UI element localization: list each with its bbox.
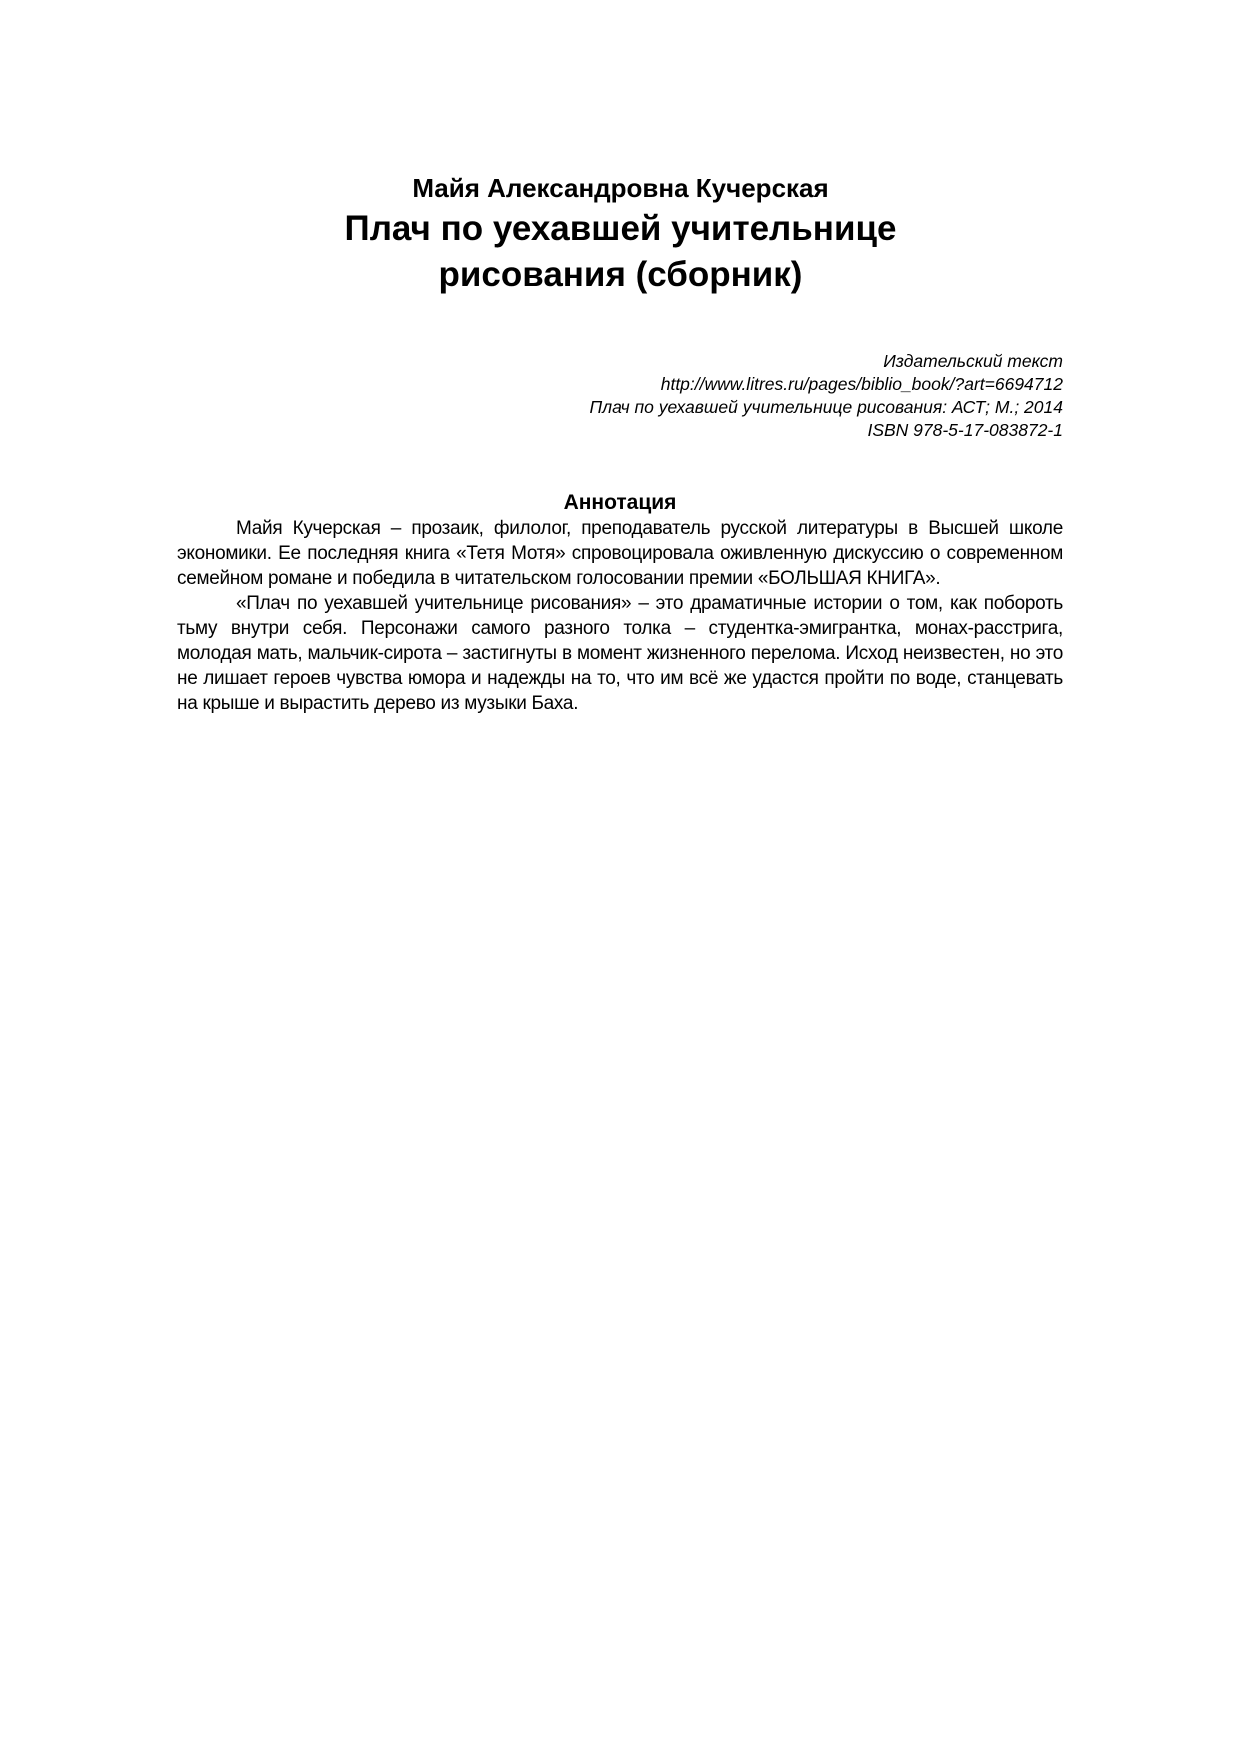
book-title-line-1: Плач по уехавшей учительнице	[344, 209, 897, 248]
annotation-paragraph-1: Майя Кучерская – прозаик, филолог, преподаватель русской литературы в Высшей школе экономики. Ее последняя книга «Тетя Мотя» спровоцировала оживленную дискуссию о современном семейном романе и победила в читательском голосовании премии «БОЛЬШАЯ КНИГА».	[177, 518, 1063, 589]
publisher-text-label: Издательский текст	[883, 351, 1063, 371]
book-title	[0, 206, 1241, 298]
author-name: Майя Александровна Кучерская	[412, 173, 829, 203]
isbn: ISBN 978-5-17-083872-1	[867, 420, 1063, 440]
imprint: Плач по уехавшей учительнице рисования: АСТ; М.; 2014	[589, 397, 1063, 417]
annotation-heading: Аннотация	[563, 491, 677, 514]
annotation-section	[177, 490, 1063, 716]
publication-info	[590, 350, 1063, 442]
book-title-line-2: рисования (сборник)	[438, 255, 803, 294]
source-url: http://www.litres.ru/pages/biblio_book/?art=6694712	[660, 374, 1063, 394]
title-block	[0, 172, 1241, 298]
annotation-paragraph-2: «Плач по уехавшей учительнице рисования» – это драматичные истории о том, как побороть тьму внутри себя. Персонажи самого разного толка – студентка-эмигрантка, монах-расстрига, молодая мать, мальчик-сирота – застигнуты в момент жизненного перелома. Исход неизвестен, но это не лишает героев чувства юмора и надежды на то, что им всё же удастся пройти по воде, станцевать на крыше и вырастить дерево из музыки Баха.	[177, 593, 1063, 714]
